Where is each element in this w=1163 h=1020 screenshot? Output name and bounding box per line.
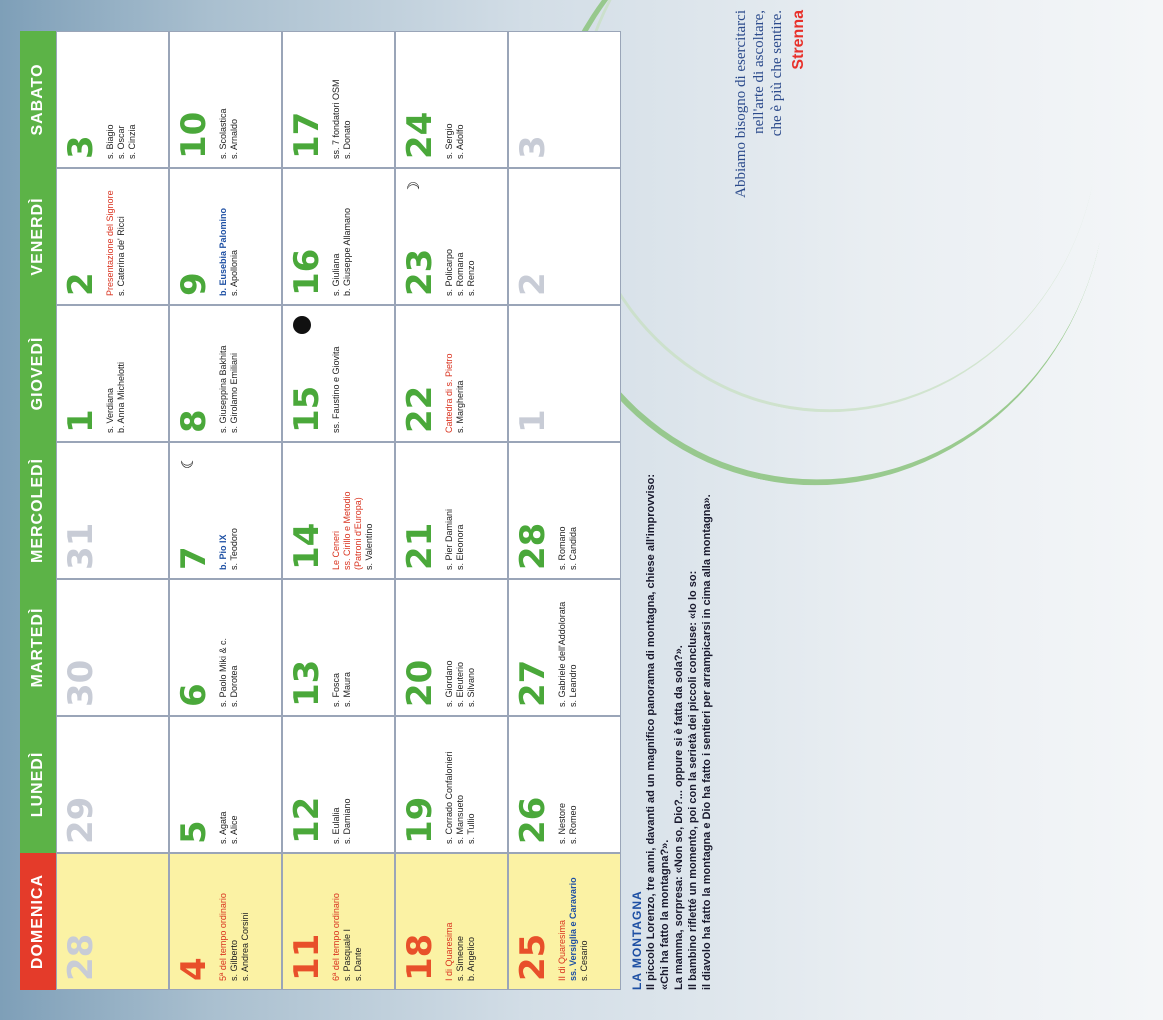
day-number: 22 <box>400 385 440 433</box>
saint-name: s. Valentino <box>364 523 374 570</box>
day-number: 1 <box>61 409 101 433</box>
story-line: Il piccolo Lorenzo, tre anni, davanti ad un magnifico panorama di montagna, chiese all'improvviso: <box>645 473 657 990</box>
saint-name: s. Pasquale I <box>342 928 352 981</box>
day-cell <box>395 579 508 716</box>
saint-name: s. Andrea Corsini <box>240 912 250 981</box>
story-line: «Chi ha fatto la montagna?». <box>659 839 671 990</box>
saints-list <box>557 586 579 707</box>
day-number: 2 <box>513 272 553 296</box>
saint-name: s. Giuseppina Bakhita <box>218 345 228 433</box>
calendar-grid <box>20 30 622 990</box>
day-cell <box>56 716 169 853</box>
day-cell <box>169 579 282 716</box>
day-number: 13 <box>287 659 327 707</box>
saint-name: s. Candida <box>568 526 578 570</box>
saint-name: s. Caterina de' Ricci <box>116 216 126 296</box>
saints-list <box>218 723 240 844</box>
saints-list <box>105 38 138 159</box>
saints-list <box>444 175 477 296</box>
saints-list <box>218 312 240 433</box>
day-number: 3 <box>61 135 101 159</box>
saint-name: s. Scolastica <box>218 108 228 159</box>
saints-list <box>444 723 477 844</box>
day-number: 2 <box>61 272 101 296</box>
day-number: 11 <box>287 933 327 981</box>
saint-name: s. Eleonora <box>455 524 465 570</box>
saint-name: s. Sergio <box>444 123 454 159</box>
weekday-header: MERCOLEDÌ <box>20 442 56 579</box>
story-line: La mamma, sorpresa: «Non so, Dio?... oppure si è fatta da sola?». <box>673 645 685 990</box>
day-number: 25 <box>513 933 553 981</box>
saint-name: s. Nestore <box>557 802 567 844</box>
day-cell <box>395 442 508 579</box>
saint-name: s. Arnaldo <box>229 118 239 159</box>
day-number: 17 <box>287 111 327 159</box>
story-title: LA MONTAGNA <box>630 890 644 990</box>
weekday-header: VENERDÌ <box>20 168 56 305</box>
saint-name: s. Biagio <box>105 124 115 159</box>
day-cell <box>282 853 395 990</box>
day-number: 5 <box>174 820 214 844</box>
day-number: 26 <box>513 796 553 844</box>
day-cell <box>395 168 508 305</box>
day-cell <box>282 716 395 853</box>
saint-name: s. Alice <box>229 815 239 844</box>
saint-name: s. Romana <box>455 252 465 296</box>
day-number: 18 <box>400 933 440 981</box>
saint-name: s. Policarpo <box>444 248 454 296</box>
day-cell <box>395 305 508 442</box>
feast-label: 6ª del tempo ordinario <box>331 893 341 981</box>
saint-name: s. Mansueto <box>455 794 465 844</box>
feast-label: Cattedra di s. Pietro <box>444 353 454 433</box>
day-cell <box>508 716 621 853</box>
day-cell <box>508 579 621 716</box>
day-number: 28 <box>513 522 553 570</box>
saints-list <box>331 723 353 844</box>
feast-label: II di Quaresima <box>557 919 567 981</box>
quote-line: Abbiamo bisogno di esercitarci <box>733 10 749 198</box>
moon-phase-icon: ☽ <box>406 180 423 196</box>
day-cell <box>169 31 282 168</box>
day-number: 16 <box>287 248 327 296</box>
day-number: 1 <box>513 409 553 433</box>
feast-label: ss. Cirillo e Metodio <box>342 491 352 570</box>
day-number: 24 <box>400 111 440 159</box>
day-cell <box>282 305 395 442</box>
saints-list <box>218 38 240 159</box>
day-cell <box>169 168 282 305</box>
day-cell <box>169 305 282 442</box>
day-number: 27 <box>513 659 553 707</box>
day-cell <box>508 31 621 168</box>
day-cell <box>56 31 169 168</box>
blessed-label: b. Pio IX <box>218 534 228 570</box>
day-cell <box>508 168 621 305</box>
saints-list <box>331 175 353 296</box>
saint-name: s. Romeo <box>568 805 578 844</box>
saint-name: s. Paolo Miki & c. <box>218 637 228 707</box>
saints-list <box>218 860 251 981</box>
quote-signature: Strenna <box>790 10 807 70</box>
saints-list <box>444 860 477 981</box>
saint-name: s. Margherita <box>455 380 465 433</box>
saint-name: s. Silvano <box>466 667 476 707</box>
day-cell <box>508 853 621 990</box>
saint-name: s. Simeone <box>455 935 465 981</box>
day-cell <box>56 853 169 990</box>
saints-list <box>444 449 466 570</box>
day-cell <box>56 442 169 579</box>
full-moon-icon <box>293 316 311 334</box>
saints-list <box>331 860 364 981</box>
saints-list <box>218 175 240 296</box>
day-number: 3 <box>513 135 553 159</box>
saint-name: s. Leandro <box>568 664 578 707</box>
saint-name: s. Gilberto <box>229 939 239 981</box>
moon-phase-icon: ☾ <box>180 454 197 470</box>
saint-name: s. Eulalia <box>331 807 341 844</box>
feast-label: Le Ceneri <box>331 530 341 570</box>
saint-name: s. Corrado Confalonieri <box>444 751 454 844</box>
weekday-header: SABATO <box>20 31 56 168</box>
day-number: 4 <box>174 957 214 981</box>
story-line: il diavolo ha fatto la montagna e Dio ha fatto i sentieri per arrampicarsi in cima alla montagna». <box>701 494 713 990</box>
saint-name: s. Romano <box>557 526 567 570</box>
day-cell <box>508 305 621 442</box>
saint-name: s. Cinzia <box>127 124 137 159</box>
saints-list <box>557 723 579 844</box>
saints-list <box>331 586 353 707</box>
saints-list <box>218 449 240 570</box>
feast-label: I di Quaresima <box>444 922 454 981</box>
saint-name: b. Giuseppe Allamano <box>342 207 352 296</box>
day-cell <box>282 579 395 716</box>
saint-name: s. Damiano <box>342 798 352 844</box>
saint-name: s. Tullio <box>466 813 476 844</box>
day-number: 29 <box>61 796 101 844</box>
saint-name: s. Teodoro <box>229 528 239 570</box>
day-cell <box>56 579 169 716</box>
saint-name: s. Adolfo <box>455 124 465 159</box>
day-number: 10 <box>174 111 214 159</box>
saint-name: s. Gabriele dell'Addolorata <box>557 601 567 707</box>
saints-list <box>331 312 342 433</box>
feast-label: 5ª del tempo ordinario <box>218 893 228 981</box>
day-number: 8 <box>174 409 214 433</box>
saint-name: s. Cesario <box>579 940 589 981</box>
day-number: 19 <box>400 796 440 844</box>
saints-list <box>557 449 579 570</box>
day-cell <box>395 716 508 853</box>
story-section <box>630 0 714 990</box>
saint-name: s. Fosca <box>331 672 341 707</box>
day-number: 21 <box>400 522 440 570</box>
day-cell <box>395 853 508 990</box>
day-cell <box>56 305 169 442</box>
saint-name: s. Giordano <box>444 660 454 707</box>
saints-list <box>105 175 127 296</box>
day-number: 9 <box>174 272 214 296</box>
saints-list <box>331 38 353 159</box>
day-number: 12 <box>287 796 327 844</box>
day-cell <box>169 442 282 579</box>
saint-name: s. Dorotea <box>229 665 239 707</box>
day-number: 23 <box>400 248 440 296</box>
day-cell <box>56 168 169 305</box>
day-number: 20 <box>400 659 440 707</box>
day-cell <box>169 716 282 853</box>
day-cell <box>395 31 508 168</box>
day-cell <box>282 442 395 579</box>
saint-name: s. Dante <box>353 947 363 981</box>
saint-name: s. Giuliana <box>331 253 341 296</box>
saint-name: ss. 7 fondatori OSM <box>331 79 341 159</box>
saint-name: s. Eleuterio <box>455 661 465 707</box>
feast-label: Presentazione del Signore <box>105 190 115 296</box>
saint-name: ss. Faustino e Giovita <box>331 346 341 433</box>
day-number: 28 <box>61 933 101 981</box>
weekday-header: DOMENICA <box>20 853 56 990</box>
saint-name: b. Anna Michelotti <box>116 361 126 433</box>
quote-line: che è più che sentire. <box>769 10 785 137</box>
saint-name: s. Renzo <box>466 260 476 296</box>
day-cell <box>508 442 621 579</box>
weekday-header: LUNEDÌ <box>20 716 56 853</box>
saint-name: s. Pier Damiani <box>444 508 454 570</box>
blessed-label: b. Eusebia Palomino <box>218 207 228 296</box>
quote-block <box>732 10 786 350</box>
saint-name: s. Maura <box>342 671 352 707</box>
saint-name: s. Apollonia <box>229 249 239 296</box>
weekday-header: GIOVEDÌ <box>20 305 56 442</box>
saints-list <box>444 312 466 433</box>
saints-list <box>444 38 466 159</box>
saint-name: s. Girolamo Emiliani <box>229 352 239 433</box>
feast-label: (Patroni d'Europa) <box>353 497 363 570</box>
blessed-label: ss. Versiglia e Caravario <box>568 877 578 981</box>
weekday-header: MARTEDÌ <box>20 579 56 716</box>
story-line: Il bambino rifletté un momento, poi con la serietà dei piccoli concluse: «Io lo so: <box>687 570 699 990</box>
saint-name: s. Oscar <box>116 125 126 159</box>
day-number: 31 <box>61 522 101 570</box>
day-cell <box>282 168 395 305</box>
quote-line: nell'arte di ascoltare, <box>751 10 767 134</box>
day-number: 14 <box>287 522 327 570</box>
saint-name: s. Agata <box>218 811 228 844</box>
saint-name: s. Verdiana <box>105 387 115 433</box>
saints-list <box>444 586 477 707</box>
day-number: 30 <box>61 659 101 707</box>
day-cell <box>169 853 282 990</box>
saints-list <box>331 449 375 570</box>
saint-name: b. Angelico <box>466 936 476 981</box>
day-number: 15 <box>287 385 327 433</box>
day-cell <box>282 31 395 168</box>
saints-list <box>105 312 127 433</box>
saint-name: s. Donato <box>342 120 352 159</box>
saints-list <box>218 586 240 707</box>
saints-list <box>557 860 590 981</box>
day-number: 6 <box>174 683 214 707</box>
day-number: 7 <box>174 546 214 570</box>
